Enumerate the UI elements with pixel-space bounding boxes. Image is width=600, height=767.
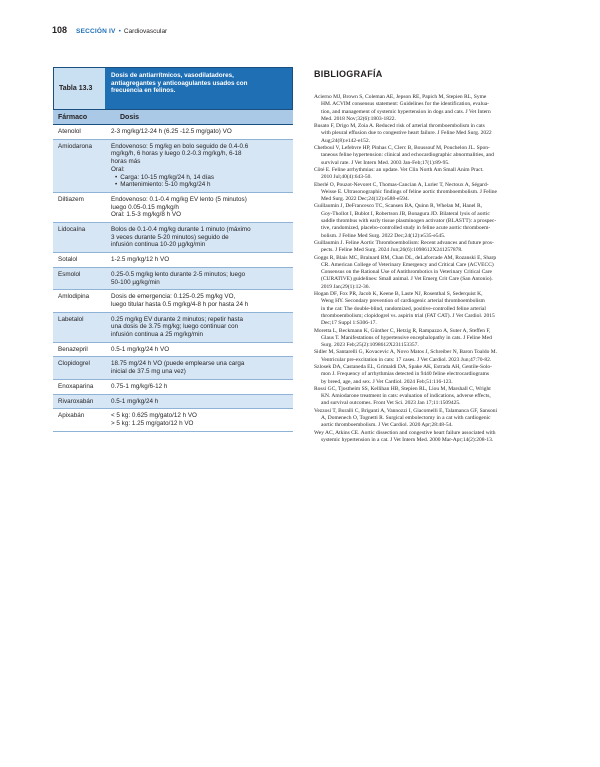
reference-line: (CURATIVE) guidelines: Small animal. J Vet Emerg Crit Care (San Antonio). — [321, 276, 493, 283]
dose-cell — [104, 343, 293, 357]
table-row — [53, 223, 293, 253]
reference-line: aortic thromboembolism. J Vet Cardiol. 2020 Apr;28:48-54. — [321, 422, 453, 429]
dose-line: 0.75-1 mg/kg/6-12 h — [111, 382, 168, 390]
dose-cell — [104, 253, 293, 267]
reference-line: Szlosek DA, Castaneda EL, Grimaldi DA, Spake AK, Estrada AH, Gentile-Solo- — [314, 363, 492, 370]
reference-list — [314, 94, 554, 444]
dose-line: mg/kg/h, 6 horas y luego 0.2-0.3 mg/kg/h, 6-18 — [111, 150, 242, 158]
reference-item — [314, 123, 554, 145]
reference-item — [314, 182, 554, 204]
reference-line: taneous feline hypertension: clinical and echocardiographic abnormalities, and — [321, 152, 494, 159]
drug-name: Esmolol — [53, 268, 104, 289]
reference-line: 2010 Jul;40(4):643-50. — [321, 174, 372, 181]
reference-line: Wey AC, Atkins CE. Aortic dissection and congestive heart failure associated with — [314, 429, 496, 436]
dose-cell — [104, 313, 293, 342]
reference-item — [314, 203, 554, 239]
running-header — [52, 25, 167, 35]
table-title-line: frecuencia en felinos. — [111, 87, 176, 95]
reference-item — [314, 240, 554, 255]
dose-line: luego titular hasta 0.5 mg/kg/4-8 h por hasta 24 h — [111, 300, 249, 308]
drug-name: Clopidogrel — [53, 357, 104, 378]
reference-line: Acierno MJ, Brown S, Coleman AE, Jepson RE, Papich M, Stepien RL, Syme — [314, 94, 487, 100]
table-header — [53, 110, 293, 125]
table-title — [105, 68, 292, 109]
dose-bullet: • Carga: 10-15 mg/kg/24 h, 14 días — [111, 174, 290, 182]
dose-cell — [104, 409, 293, 430]
reference-line: Busato F, Drigo M, Zoia A. Reduced risk of arterial thromboembolism in cats — [314, 123, 485, 130]
dose-line: horas más — [111, 158, 141, 166]
reference-line: Chetboul V, Lefebvre HP, Pinhas C, Clerc B, Boussouf M, Pouchelon JL. Spon- — [314, 145, 490, 152]
reference-line: Glaus T. Manifestations of hypertensive encephalopathy in cats. J Feline Med — [321, 334, 492, 341]
table-row — [53, 268, 293, 290]
reference-item — [314, 364, 554, 386]
table-row — [53, 395, 293, 410]
reference-line: saddle thrombus with early tissue plasminogen activator (BLASTT): a prospec- — [321, 218, 497, 225]
drug-name: Amlodipina — [53, 290, 104, 311]
reference-line: mon J. Frequency of arrhythmias detected in 9440 feline electrocardiograms — [321, 371, 489, 378]
dose-bullet: • Mantenimiento: 5-10 mg/kg/24 h — [111, 181, 290, 189]
dose-cell — [104, 380, 293, 394]
reference-line: Dec;17 Suppl 1:S306-17. — [321, 320, 377, 327]
reference-line: Weng HY. Secondary prevention of cardiogenic arterial thromboembolism — [321, 298, 485, 305]
reference-line: Sidler M, Santarelli G, Kovacevic A, Novo Matos J, Schreiber N, Baron Toaldo M. — [314, 349, 497, 356]
bibliography-heading: BIBLIOGRAFÍA — [314, 69, 383, 79]
table-row — [53, 380, 293, 395]
dose-line: 1-2.5 mg/kg/12 h VO — [111, 256, 170, 264]
reference-line: Côté E. Feline arrhythmias: an update. Vet Clin North Am Small Anim Pract. — [314, 166, 484, 173]
reference-line: and survival outcomes. Front Vet Sci. 2023 Jan 17;11:1509425. — [321, 400, 461, 407]
bibliography — [314, 69, 554, 444]
dose-line: Oral: 1.5-3 mg/kg/8 h VO — [111, 211, 181, 219]
drug-name: Apixabán — [53, 409, 104, 430]
reference-line: Med Surg. 2022 Dec;24(12):e588-e594. — [321, 196, 410, 203]
dose-line: Oral: — [111, 165, 125, 173]
subsection-label: Cardiovascular — [123, 28, 168, 35]
table-row — [53, 409, 293, 431]
reference-line: Moretta L, Beckmann K, Günther C, Hetzig R, Rampazzo A, Suter A, Steffen F, — [314, 327, 491, 334]
drug-name: Benazepril — [53, 343, 104, 357]
reference-line: Eberlé O, Pouzot-Nevoret C, Thomas-Cancian A, Lurier T, Nectoux A, Ségard- — [314, 181, 489, 188]
table-row — [53, 290, 293, 312]
reference-line: Vezzosi T, Buralli C, Briganti A, Vannozzi I, Giacomelli E, Talamanca GF, Sansoni — [314, 407, 497, 414]
dose-line: 3 veces durante 5-20 minutos) seguido de — [111, 233, 229, 241]
dose-cell — [104, 290, 293, 311]
reference-line: thromboembolism; clopidogrel vs. aspirin trial (FAT CAT). J Vet Cardiol. 2015 — [321, 312, 495, 319]
table-title-line: antiagregantes y anticoagulantes usados con — [111, 79, 248, 87]
page-number: 108 — [52, 25, 68, 35]
dose-line: 2-3 mg/kg/12-24 h (6.25 -12.5 mg/gato) VO — [111, 128, 232, 135]
drug-name: Diltiazem — [53, 193, 104, 222]
dose-cell — [104, 140, 293, 192]
dose-line: 18.75 mg/24 h VO (puede emplearse una carga — [111, 360, 245, 368]
drug-name: Atenolol — [53, 125, 104, 139]
dose-line: 0.25 mg/kg EV durante 2 minutos; repetir hasta — [111, 315, 243, 323]
drug-name: Amiodarona — [53, 140, 104, 192]
dose-line: inicial de 37.5 mg una vez) — [111, 368, 186, 376]
dose-table — [53, 67, 293, 432]
reference-line: Goy-Thollot I, Bublot I, Robertson JB, Bonagura JD. Bilateral lysis of aortic — [321, 210, 490, 217]
dose-line: Bolos de 0.1-0.4 mg/kg durante 1 minuto (máximo — [111, 226, 251, 234]
dose-cell — [104, 193, 293, 222]
reference-item — [314, 255, 554, 291]
reference-line: A, Domenech O, Tognetti R. Surgical embolectomy in a cat with cardiogenic — [321, 415, 491, 422]
section-label: SECCIÓN IV — [76, 28, 116, 35]
reference-item — [314, 94, 554, 123]
reference-line: tion, and management of systemic hypertension in dogs and cats. J Vet Intern — [321, 108, 491, 115]
table-row — [53, 125, 293, 140]
reference-line: Weisse E. Ultrasonographic findings of feline aortic thromboembolism. J Feline — [321, 188, 497, 195]
dose-cell — [104, 125, 293, 139]
table-row — [53, 313, 293, 343]
reference-line: Ventricular pre-excitation in cats: 17 cases. J Vet Cardiol. 2023 Jun;47:70-82. — [321, 356, 492, 363]
reference-line: survival rate. J Vet Intern Med. 2003 Jan-Feb;17(1):89-95. — [321, 159, 450, 166]
dose-line: > 5 kg: 1.25 mg/gato/12 h VO — [111, 419, 194, 427]
reference-line: 2019 Jan;29(1):12-36. — [321, 283, 370, 290]
dose-line: 0.25-0.5 mg/kg lento durante 2-5 minutos; luego — [111, 270, 246, 278]
reference-line: in the cat: The double-blind, randomized, positive-controlled feline arterial — [321, 305, 486, 312]
table-row — [53, 343, 293, 358]
reference-line: pects. J Feline Med Surg. 2024 Jun;26(6):1098612X241257878. — [321, 247, 463, 254]
reference-line: systemic hypertension in a cat. J Vet Intern Med. 2000 Mar-Apr;14(2):208-13. — [321, 436, 494, 443]
dose-cell — [104, 268, 293, 289]
dose-line: luego 0.05-0.15 mg/kg/h — [111, 203, 179, 211]
reference-item — [314, 328, 554, 350]
reference-line: Med. 2018 Nov;32(6):1803-1822. — [321, 115, 396, 122]
column-header-dose: Dosis — [120, 113, 140, 121]
reference-line: CR. American College of Veterinary Emergency and Critical Care (ACVECC) — [321, 261, 494, 268]
reference-item — [314, 145, 554, 167]
table-row — [53, 193, 293, 223]
drug-name: Rivaroxabán — [53, 395, 104, 409]
dose-line: Endovenoso: 0.1-0.4 mg/kg EV lento (5 minutos) — [111, 195, 247, 203]
reference-line: KN. Amiodarone treatment in cats: evaluation of indications, adverse effects, — [321, 393, 491, 400]
header-separator: • — [118, 28, 121, 35]
dose-line: infusión continua 10-20 µg/kg/min — [111, 241, 206, 249]
reference-line: HM. ACVIM consensus statement: Guidelines for the identification, evalua- — [321, 101, 490, 108]
table-title-line: Dosis de antiarrítmicos, vasodilatadores, — [111, 72, 234, 79]
column-header-drug: Fármaco — [58, 113, 88, 121]
reference-item — [314, 291, 554, 327]
dose-line: una dosis de 3.75 mg/kg; luego continuar con — [111, 323, 239, 331]
reference-item — [314, 386, 554, 408]
table-body — [53, 125, 293, 432]
dose-line: 0.5-1 mg/kg/24 h — [111, 397, 159, 405]
table-number: Tabla 13.3 — [54, 68, 105, 109]
dose-line: < 5 kg: 0.625 mg/gato/12 h VO — [111, 412, 197, 420]
reference-line: Goggs R, Blais MC, Brainard BM, Chan DL, deLaforcade AM, Rozanski E, Sharp — [314, 254, 497, 261]
reference-item — [314, 349, 554, 364]
reference-line: by breed, age, and sex. J Vet Cardiol. 2024 Feb;51:116-123. — [321, 378, 453, 385]
drug-name: Labetalol — [53, 313, 104, 342]
dose-cell — [104, 357, 293, 378]
drug-name: Enoxaparina — [53, 380, 104, 394]
table-caption — [53, 67, 293, 110]
drug-name: Lidocaína — [53, 223, 104, 252]
reference-line: Guillaumin J. Feline Aortic Thromboembolism: Recent advances and future pros- — [314, 239, 494, 246]
reference-line: Hogan DF, Fox PR, Jacob K, Keene B, Laste NJ, Rosenthal S, Sederquist K, — [314, 291, 483, 298]
reference-item — [314, 430, 554, 445]
reference-line: Aug;24(8):e142-e152. — [321, 137, 371, 144]
dose-cell — [104, 223, 293, 252]
dose-line: 50-100 µg/kg/min — [111, 278, 160, 286]
dose-line: 0.5-1 mg/kg/24 h VO — [111, 345, 170, 353]
reference-line: Surg. 2023 Feb;25(2):1098612X231153357. — [321, 342, 419, 349]
reference-item — [314, 408, 554, 430]
reference-line: Rossi GC, Tjostheim SS, Kellihan HB, Stepien RL, Liou M, Marshall C, Wright — [314, 385, 491, 392]
reference-line: with pleural effusion due to congestive heart failure. J Feline Med Surg. 2022 — [321, 130, 492, 137]
dose-line: Endovenoso: 5 mg/kg en bolo seguido de 0.4-0.6 — [111, 142, 249, 150]
table-row — [53, 357, 293, 379]
reference-line: bolism. J Feline Med Surg. 2022 Dec;24(12):e535-e545. — [321, 232, 446, 239]
drug-name: Sotalol — [53, 253, 104, 267]
table-row — [53, 253, 293, 268]
reference-line: Consensus on the Rational Use of Antithrombotics in Veterinary Critical Care — [321, 269, 492, 276]
reference-line: tive, randomized, placebo-controlled study in feline acute aortic thromboem- — [321, 225, 491, 232]
reference-item — [314, 167, 554, 182]
table-row — [53, 140, 293, 193]
reference-line: Guillaumin J, DeFrancesco TC, Scansen BA, Quinn R, Whelan M, Hanel R, — [314, 203, 482, 210]
dose-line: infusión continua a 25 mg/kg/min — [111, 331, 204, 339]
dose-line: Dosis de emergencia: 0.125-0.25 mg/kg VO, — [111, 293, 236, 301]
dose-cell — [104, 395, 293, 409]
